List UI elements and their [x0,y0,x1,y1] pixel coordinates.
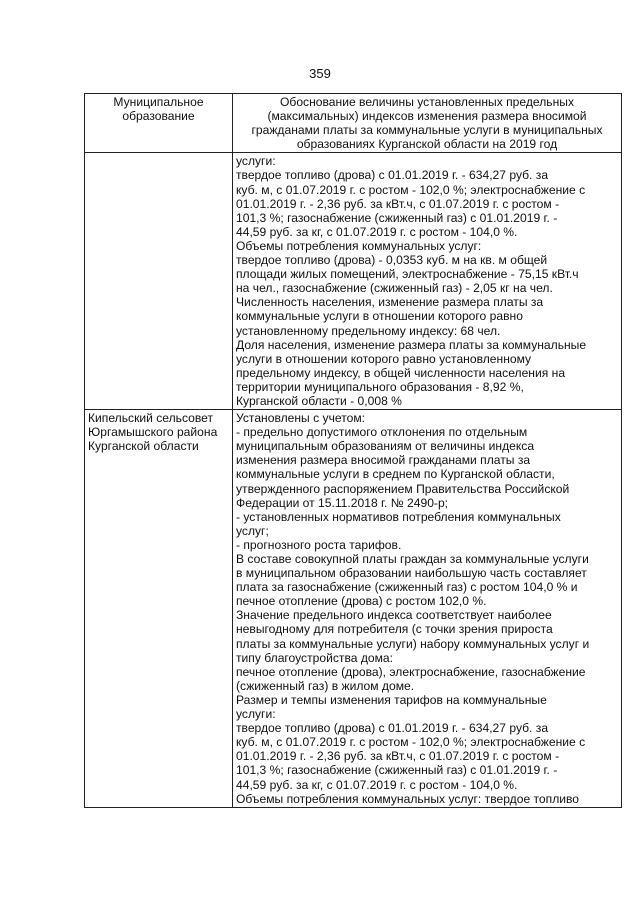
text-line: 01.01.2019 г. - 2,36 руб. за кВт.ч, с 01.07.2019 г. с ростом - [236,196,560,211]
text-line: 01.01.2019 г. - 2,36 руб. за кВт.ч, с 01.07.2019 г. с ростом - [236,749,560,764]
page-number: 359 [309,66,331,81]
text-line: 101,3 %; газоснабжение (сжиженный газ) с 01.01.2019 г. - [236,210,558,225]
justification-cell [233,153,622,410]
text-line: услуги: [236,707,276,722]
text-line: в муниципальном образовании наибольшую часть составляет [236,566,587,581]
text-line: куб. м, с 01.07.2019 г. с ростом - 102,0 %; электроснабжение с [236,182,586,197]
text-line: Федерации от 15.11.2018 г. № 2490-р; [236,495,449,510]
text-line: куб. м, с 01.07.2019 г. с ростом - 102,0 %; электроснабжение с [236,735,586,750]
text-line: Численность населения, изменение размера платы за [236,295,544,310]
text-line: твердое топливо (дрова) с 01.01.2019 г. - 634,27 руб. за [236,168,549,183]
municipality-cell [85,153,233,410]
text-line: - прогнозного роста тарифов. [236,537,402,552]
text-line: платы за коммунальные услуги) набору коммунальных услуг и [236,636,590,651]
text-line: 101,3 %; газоснабжение (сжиженный газ) с 01.01.2019 г. - [236,763,558,778]
text-line: Значение предельного индекса соответствует наиболее [236,608,552,623]
municipality-cell: Кипельский сельсовет Юргамышского района Курганской области [85,410,233,808]
text-line: - предельно допустимого отклонения по отдельным [236,425,528,440]
text-line: 44,59 руб. за кг, с 01.07.2019 г. с ростом - 104,0 %. [236,224,518,239]
text-line: печное отопление (дрова) с ростом 102,0 %. [236,594,487,609]
table-row [85,153,622,410]
tariff-table [84,93,622,808]
text-line: твердое топливо (дрова) - 0,0353 куб. м на кв. м общей [236,253,548,268]
text-line: печное отопление (дрова), электроснабжение, газоснабжение [236,664,586,679]
text-line: установленному предельному индексу: 68 чел. [236,323,501,338]
text-line: на чел., газоснабжение (сжиженный газ) - 2,05 кг на чел. [236,281,553,296]
text-line: коммунальные услуги в среднем по Курганской области, [236,467,555,482]
text-line: предельному индексу, в общей численности населения на [236,365,566,380]
text-line: В составе совокупной платы граждан за коммунальные услуги [236,552,589,566]
text-line: услуги в отношении которого равно установленному [236,351,532,366]
table-header-row [85,94,622,153]
text-line: территории муниципального образования - 8,92 %, [236,379,524,394]
text-line: муниципальным образованиям от величины индекса [236,439,535,454]
text-line: (сжиженный газ) в жилом доме. [236,678,415,693]
text-line: площади жилых помещений, электроснабжение - 75,15 кВт.ч [236,267,579,282]
text-line: услуг; [236,523,269,538]
text-line: коммунальные услуги в отношении которого равно [236,309,523,324]
text-line: - установленных нормативов потребления коммунальных [236,509,561,524]
justification-cell [233,410,622,808]
text-line: Объемы потребления коммунальных услуг: [236,238,482,253]
text-line: изменения размера вносимой гражданами платы за [236,453,531,468]
text-line: твердое топливо (дрова) с 01.01.2019 г. - 634,27 руб. за [236,721,549,736]
text-line: плата за газоснабжение (сжиженный газ) с ростом 104,0 % и [236,580,578,595]
text-line: Объемы потребления коммунальных услуг: твердое топливо [236,791,580,806]
table-row [85,410,622,808]
text-line: 44,59 руб. за кг, с 01.07.2019 г. с ростом - 104,0 %. [236,777,518,792]
text-line: Курганской области - 0,008 % [236,393,402,408]
column-header-justification: Обоснование величины установленных предельных (максимальных) индексов изменения размера вносимой гражданами платы за коммунальные услуги в муниципальных образованиях Курганской области на 2019 год [233,94,622,153]
column-header-municipality: Муниципальное образование [85,94,233,153]
text-line: невыгодному для потребителя (с точки зрения прироста [236,622,553,637]
text-line: Установлены с учетом: [236,411,365,426]
text-line: типу благоустройства дома: [236,650,393,665]
text-line: услуги: [236,154,276,169]
text-line: Размер и темпы изменения тарифов на коммунальные [236,692,547,707]
text-line: Доля населения, изменение размера платы за коммунальные [236,337,587,352]
text-line: утвержденного распоряжением Правительства Российской [236,481,570,496]
